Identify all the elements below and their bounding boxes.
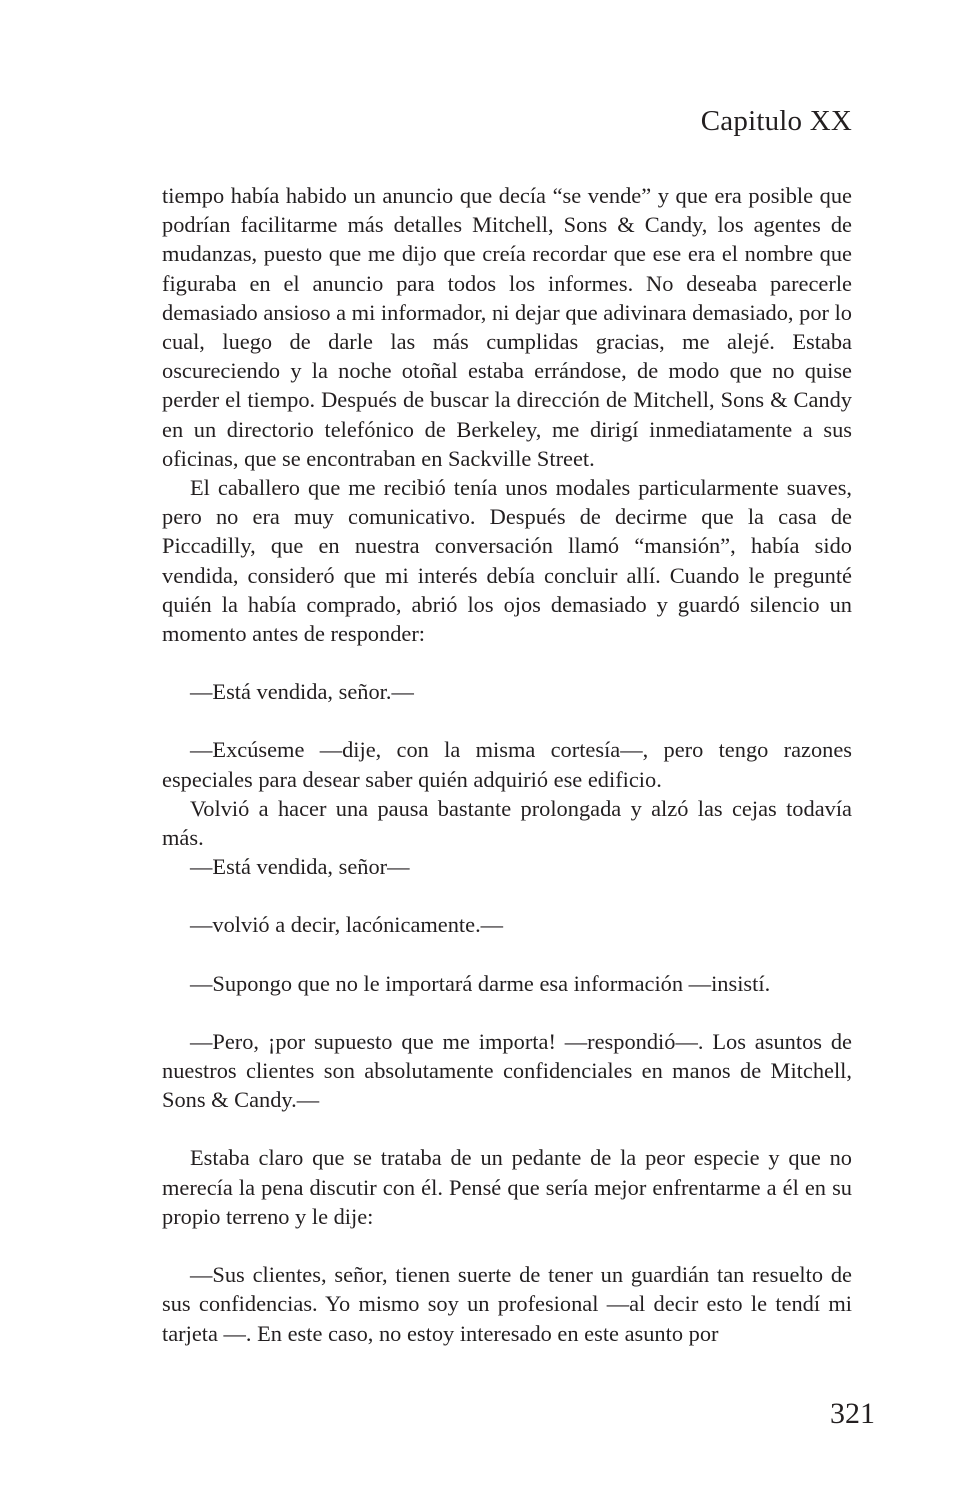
dialogue-line: —Sus clientes, señor, tienen suerte de tener un guardián tan resuelto de sus confidencias. Yo mismo soy un profesional —al decir esto le tendí mi tarjeta —. En este caso, no estoy interesado en este asunto por — [162, 1262, 852, 1346]
paragraph: El caballero que me recibió tenía unos modales particularmente suaves, pero no era muy comunicativo. Después de decirme que la casa de Piccadilly, que en nuestra conversación llamó “mansión”, había sido vendida, consideró que mi interés debía concluir allí. Cuando le pregunté quién la había comprado, abrió los ojos demasiado y guardó silencio un momento antes de responder: — [162, 475, 852, 647]
dialogue-line: —volvió a decir, lacónicamente.— — [190, 912, 504, 938]
chapter-title: Capitulo XX — [700, 105, 852, 137]
dialogue-line: —Está vendida, señor— — [190, 854, 410, 880]
dialogue-line: —Está vendida, señor.— — [190, 679, 414, 705]
dialogue-line: —Excúseme —dije, con la misma cortesía—, pero tengo razones especiales para desear saber quién adquirió ese edificio. — [162, 737, 852, 792]
paragraph: Estaba claro que se trataba de un pedante de la peor especie y que no merecía la pena discutir con él. Pensé que sería mejor enfrentarme a él en su propio terreno y le dije: — [162, 1145, 852, 1229]
dialogue-line: —Supongo que no le importará darme esa información —insistí. — [190, 970, 771, 996]
body-text — [162, 181, 852, 1348]
paragraph: Volvió a hacer una pausa bastante prolongada y alzó las cejas todavía más. — [162, 795, 852, 851]
page-number: 321 — [830, 1397, 875, 1430]
dialogue-line: —Pero, ¡por supuesto que me importa! —respondió—. Los asuntos de nuestros clientes son absolutamente confidenciales en manos de Mitchell, Sons & Candy.— — [162, 1028, 852, 1113]
paragraph: tiempo había habido un anuncio que decía “se vende” y que era posible que podrían facilitarme más detalles Mitchell, Sons & Candy, los agentes de mudanzas, puesto que me dijo que creía recordar que ese era el nombre que figuraba en el anuncio para todos los informes. No deseaba parecerle demasiado ansioso a mi informador, ni dejar que adivinara demasiado, por lo cual, luego de darle las más cumplidas gracias, me alejé. Estaba oscureciendo y la noche otoñal estaba errándose, de modo que no quise perder el tiempo. Después de buscar la dirección de Mitchell, Sons & Candy en un directorio telefónico de Berkeley, me dirigí inmediatamente a sus oficinas, que se encontraban en Sackville Street. — [162, 183, 852, 471]
